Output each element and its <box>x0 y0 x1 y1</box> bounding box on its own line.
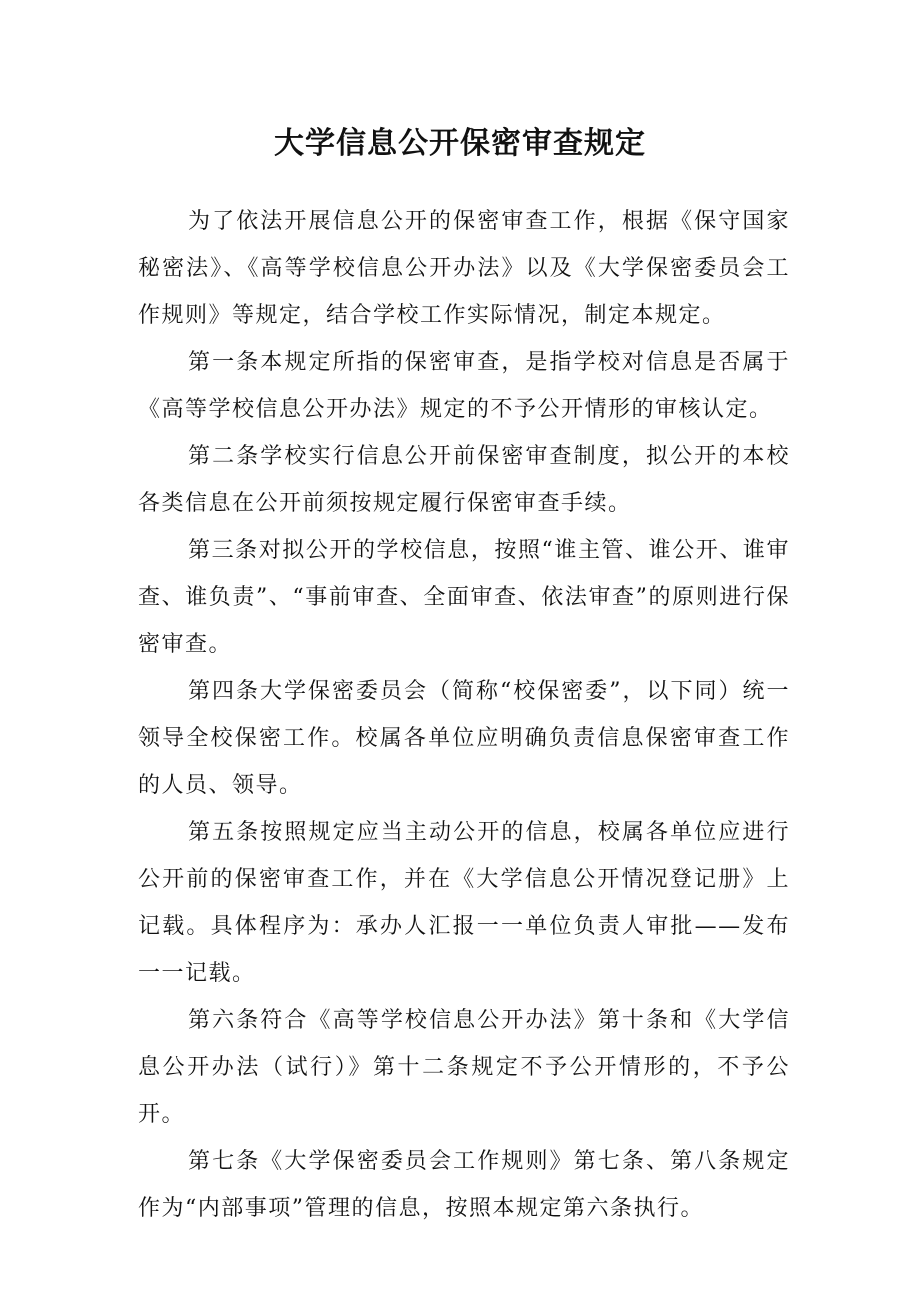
document-body <box>138 198 790 1232</box>
paragraph-article-1: 第一条本规定所指的保密审查，是指学校对信息是否属于《高等学校信息公开办法》规定的不予公开情形的审核认定。 <box>138 350 790 422</box>
paragraph-article-7: 第七条《大学保密委员会工作规则》第七条、第八条规定作为“内部事项”管理的信息，按照本规定第六条执行。 <box>138 1149 790 1221</box>
document-title: 大学信息公开保密审查规定 <box>274 126 646 161</box>
paragraph-article-2: 第二条学校实行信息公开前保密审查制度，拟公开的本校各类信息在公开前须按规定履行保密审查手续。 <box>138 444 790 516</box>
paragraph-article-6: 第六条符合《高等学校信息公开办法》第十条和《大学信息公开办法（试行）》第十二条规定不予公开情形的，不予公开。 <box>138 1008 790 1127</box>
paragraph-article-5: 第五条按照规定应当主动公开的信息，校属各单位应进行公开前的保密审查工作，并在《大学信息公开情况登记册》上记载。具体程序为：承办人汇报一一单位负责人审批——发布一一记载。 <box>138 820 790 986</box>
paragraph-preamble: 为了依法开展信息公开的保密审查工作，根据《保守国家秘密法》、《高等学校信息公开办法》以及《大学保密委员会工作规则》等规定，结合学校工作实际情况，制定本规定。 <box>138 209 790 328</box>
paragraph-article-4: 第四条大学保密委员会（简称“校保密委”，以下同）统一领导全校保密工作。校属各单位应明确负责信息保密审查工作的人员、领导。 <box>138 679 790 798</box>
paragraph-article-3: 第三条对拟公开的学校信息，按照“谁主管、谁公开、谁审查、谁负责”、“事前审查、全面审查、依法审查”的原则进行保密审查。 <box>138 538 790 657</box>
